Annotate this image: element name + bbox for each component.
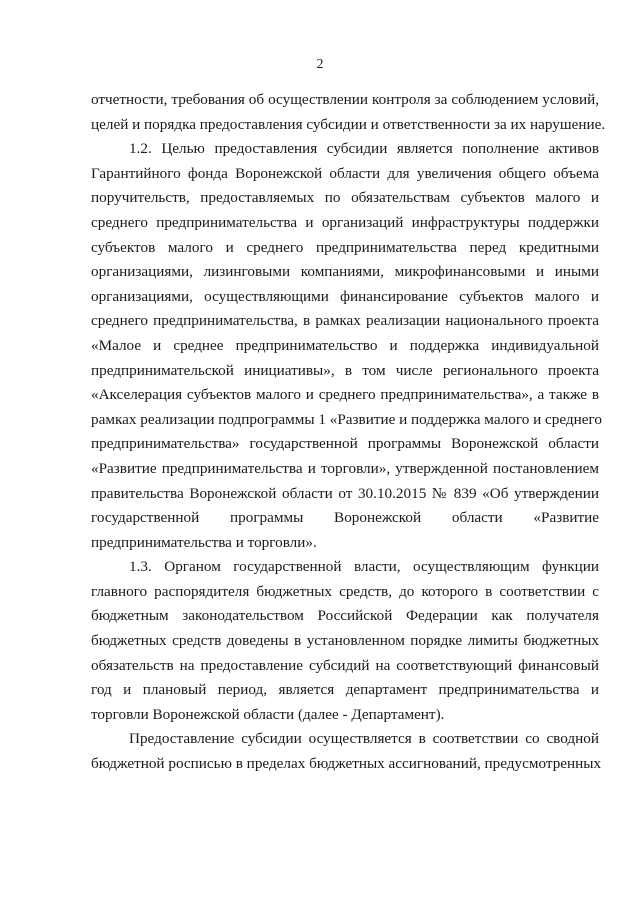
document-body [91, 88, 606, 777]
text-line: предпринимательства» государственной программы Воронежской области [91, 435, 599, 453]
text-line: обязательств на предоставление субсидий на соответствующий финансовый [91, 656, 599, 674]
text-line: организациями, лизинговыми компаниями, микрофинансовыми и иными [91, 263, 599, 281]
text-line: рамках реализации подпрограммы 1 «Развитие и поддержка малого и среднего [91, 410, 602, 428]
text-line: отчетности, требования об осуществлении контроля за соблюдением условий, [91, 91, 599, 108]
text-line: бюджетных средств доведены в установленном порядке лимиты бюджетных [91, 632, 599, 650]
text-line: поручительств, предоставляемых по обязательствам субъектов малого и [91, 189, 599, 207]
text-line: среднего предпринимательства, в рамках реализации национального проекта [91, 312, 599, 330]
text-line: «Малое и среднее предпринимательство и поддержка индивидуальной [91, 336, 599, 354]
text-line: главного распорядителя бюджетных средств, до которого в соответствии с [91, 582, 599, 600]
text-line: предпринимательства и торговли». [91, 533, 317, 551]
text-line: организациями, осуществляющими финансирование субъектов малого и [91, 287, 599, 305]
page-number: 2 [316, 57, 324, 72]
text-line: государственной программы Воронежской области «Развитие [91, 509, 599, 527]
text-line: субъектов малого и среднего предпринимательства перед кредитными [91, 238, 599, 256]
text-line: 1.3. Органом государственной власти, осуществляющим функции [129, 558, 599, 576]
paragraph-continuation [91, 88, 606, 137]
text-line: целей и порядка предоставления субсидии и ответственности за их нарушение. [91, 115, 606, 133]
paragraph-subsidy-provision [91, 727, 602, 776]
text-line: правительства Воронежской области от 30.10.2015 № 839 «Об утверждении [91, 484, 599, 502]
paragraph-section-1-3 [91, 555, 599, 727]
text-line: 1.2. Целью предоставления субсидии является пополнение активов [129, 140, 599, 158]
text-line: торговли Воронежской области (далее - Департамент). [91, 705, 445, 723]
text-line: бюджетным законодательством Российской Федерации как получателя [91, 607, 599, 625]
text-line: «Акселерация субъектов малого и среднего предпринимательства», а также в [91, 386, 599, 404]
text-line: год и плановый период, является департамент предпринимательства и [91, 681, 599, 699]
text-line: Гарантийного фонда Воронежской области для увеличения общего объема [91, 164, 599, 182]
text-line: среднего предпринимательства и организаций инфраструктуры поддержки [91, 213, 599, 231]
text-line: Предоставление субсидии осуществляется в соответствии со сводной [129, 730, 599, 748]
text-line: «Развитие предпринимательства и торговли», утвержденной постановлением [91, 459, 599, 477]
paragraph-section-1-2 [91, 137, 602, 555]
text-line: бюджетной росписью в пределах бюджетных ассигнований, предусмотренных [91, 755, 602, 773]
text-line: предпринимательской инициативы», в том числе регионального проекта [91, 361, 599, 379]
